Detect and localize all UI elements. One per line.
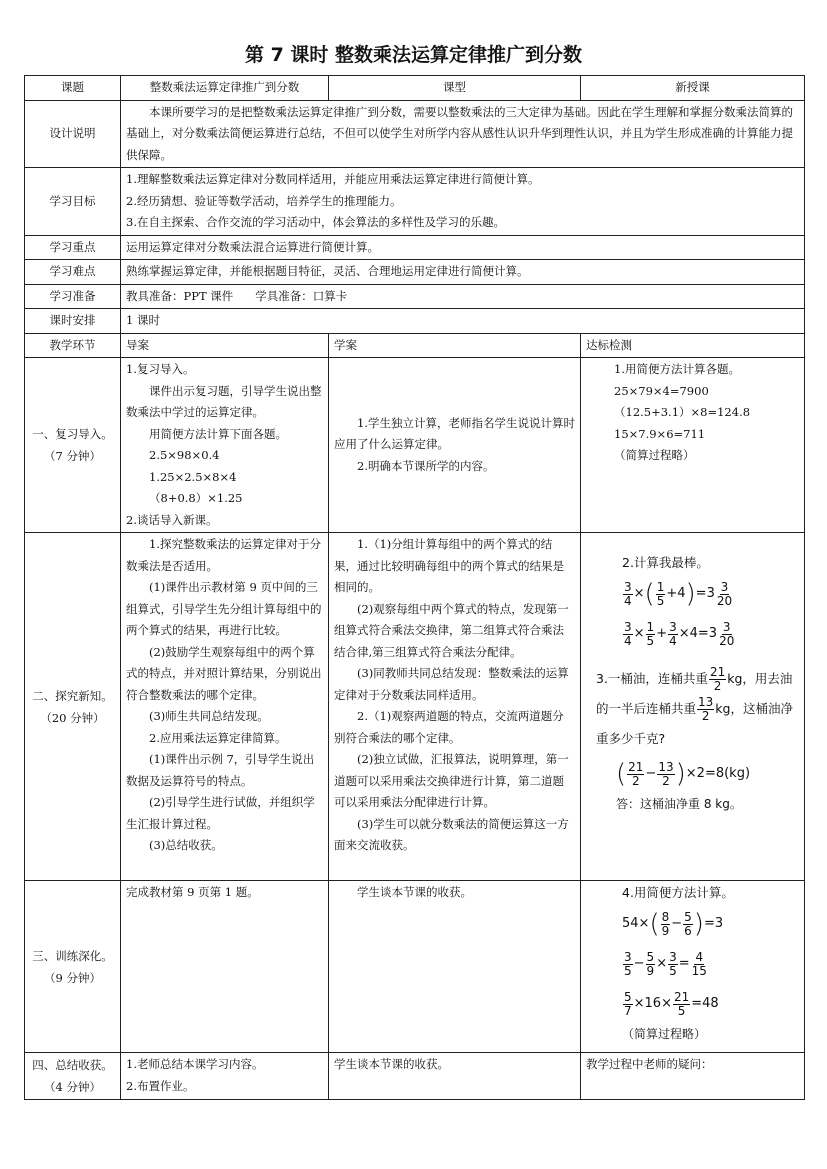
- goals-label: 学习目标: [25, 168, 121, 236]
- study-line: 2.明确本节课所学的内容。: [357, 458, 495, 473]
- goals-row: [25, 168, 805, 236]
- fraction: $\frac{3}{20}$: [719, 619, 735, 648]
- lesson-plan-table: [24, 75, 805, 1100]
- fraction: $\frac{3}{4}$: [669, 619, 677, 648]
- col-stage: 教学环节: [25, 333, 121, 358]
- guide-line: 1.复习导入。: [126, 362, 195, 376]
- fraction: $\frac{3}{4}$: [624, 619, 632, 648]
- section-3-row: [25, 881, 805, 1053]
- prep-row: [25, 284, 805, 309]
- guide-line: 1.老师总结本课学习内容。: [126, 1057, 264, 1071]
- guide-line: (3)师生共同总结发现。: [149, 709, 269, 723]
- fraction: $\frac{3}{4}$: [624, 579, 632, 608]
- section-3-guide: 完成教材第 9 页第 1 题。: [121, 881, 329, 1053]
- fraction: $\frac{5}{9}$: [646, 949, 655, 978]
- fraction: $\frac{21}{2}$: [628, 759, 644, 788]
- schedule-row: [25, 309, 805, 334]
- q3-text: kg，这桶油净重多少千克?: [596, 701, 793, 746]
- section-1-check: [581, 358, 805, 533]
- check-line: （简算过程略）: [614, 448, 695, 462]
- q3-answer: 答：这桶油净重 8 kg。: [616, 797, 742, 811]
- col-study: 学案: [329, 333, 581, 358]
- study-line: 1.学生独立计算，老师指名学生说说计算时应用了什么运算定律。: [334, 415, 575, 452]
- guide-line: 2.5×98×0.4: [149, 448, 220, 462]
- section-4-study: 学生谈本节课的收获。: [329, 1053, 581, 1100]
- stage-title: 四、总结收获。: [32, 1058, 113, 1072]
- q4-note: （简算过程略）: [622, 1027, 707, 1041]
- design-text: 本课所要学习的是把整数乘法运算定律推广到分数，需要以整数乘法的三大定律为基础。因此在学生理解和掌握分数乘法简算的基础上，对分数乘法简便运算进行总结，不但可以使学生对所学内容从感性认识升华到理性认识，并且为学生形成准确的计算能力提供保障。: [121, 100, 805, 168]
- check-line: 15×7.9×6=711: [614, 426, 706, 441]
- q2-equation-1: $\frac{3}{4}$ × ( $\frac{1}{5}$ +4 ) =3 $\frac{3}{20}$: [624, 579, 733, 609]
- question-3: [586, 664, 799, 754]
- section-1-guide: [121, 358, 329, 533]
- section-4-stage: [25, 1053, 121, 1100]
- goal-item: 2.经历猜想、验证等数学活动，培养学生的推理能力。: [126, 193, 402, 208]
- type-label: 课型: [329, 76, 581, 101]
- question-2-title: 2.计算我最棒。: [622, 555, 709, 570]
- stage-title: 一、复习导入。: [32, 427, 113, 441]
- key-text: 运用运算定律对分数乘法混合运算进行简便计算。: [121, 235, 805, 260]
- guide-line: (1)课件出示例 7，引导学生说出数据及运算符号的特点。: [126, 752, 315, 788]
- type-value: 新授课: [581, 76, 805, 101]
- difficulty-text: 熟练掌握运算定律，并能根据题目特征，灵活、合理地运用定律进行简便计算。: [121, 260, 805, 285]
- goal-item: 1.理解整数乘法运算定律对分数同样适用，并能应用乘法运算定律进行简便计算。: [126, 172, 540, 186]
- column-header-row: [25, 333, 805, 358]
- page-title: 第 7 课时 整数乘法运算定律推广到分数: [244, 44, 583, 66]
- goal-item: 3.在自主探索、合作交流的学习活动中，体会算法的多样性及学习的乐趣。: [126, 215, 505, 229]
- q3-text: 3.一桶油，连桶共重: [596, 671, 708, 686]
- guide-line: 1.探究整数乘法的运算定律对于分数乘法是否适用。: [126, 537, 321, 573]
- fraction: $\frac{13}{2}$: [658, 759, 674, 788]
- study-line: 1.（1)分组计算每组中的两个算式的结果，通过比较明确每组中的两个算式的结果是相同的。: [334, 537, 564, 594]
- stage-time: （20 分钟）: [40, 710, 105, 725]
- study-line: (3)学生可以就分数乘法的简便运算这一方面来交流收获。: [334, 816, 569, 852]
- key-label: 学习重点: [25, 235, 121, 260]
- fraction: $\frac{1}{5}$: [656, 579, 665, 608]
- section-4-check: 教学过程中老师的疑问：: [581, 1053, 805, 1100]
- fraction: $\frac{3}{5}$: [624, 949, 632, 978]
- q2-equation-2: $\frac{3}{4}$ × $\frac{1}{5}$ + $\frac{3}{4}$ ×4=3 $\frac{3}{20}$: [624, 619, 735, 648]
- section-2-study: [329, 533, 581, 881]
- section-3-stage: [25, 881, 121, 1053]
- stage-time: （7 分钟）: [44, 449, 101, 463]
- section-2-check: [581, 533, 805, 881]
- fraction: $\frac{5}{6}$: [684, 909, 692, 938]
- prep-text: 教具准备：PPT 课件 学具准备：口算卡: [121, 284, 805, 309]
- check-line: 25×79×4=7900: [614, 383, 709, 398]
- q3-text: kg，用去油的一半后连桶共重: [596, 671, 793, 716]
- section-2-guide: [121, 533, 329, 881]
- fraction: $\frac{5}{7}$: [624, 989, 632, 1018]
- design-row: [25, 100, 805, 168]
- guide-line: 1.25×2.5×8×4: [149, 469, 237, 484]
- col-guide: 导案: [121, 333, 329, 358]
- schedule-text: 1 课时: [121, 309, 805, 334]
- fraction: $\frac{3}{5}$: [669, 949, 677, 978]
- difficulty-label: 学习难点: [25, 260, 121, 285]
- guide-line: (2)鼓励学生观察每组中的两个算式的特点，并对照计算结果，分别说出符合整数乘法的哪个定律。: [126, 644, 322, 702]
- design-label: 设计说明: [25, 100, 121, 168]
- fraction: $\frac{21}{5}$: [673, 989, 690, 1018]
- q3-equation: ( $\frac{21}{2}$ − $\frac{13}{2}$ ) ×2=8(kg): [616, 759, 751, 789]
- study-line: 2.（1)观察两道题的特点，交流两道题分别符合乘法的哪个定律。: [334, 709, 564, 745]
- section-3-check: [581, 881, 805, 1053]
- guide-line: 用简便方法计算下面各题。: [149, 426, 287, 441]
- guide-line: 2.谈话导入新课。: [126, 512, 218, 527]
- fraction: $\frac{3}{20}$: [716, 579, 733, 608]
- guide-line: (1)课件出示教材第 9 页中间的三组算式，引导学生先分组计算每组中的两个算式的结果，再进行比较。: [126, 580, 322, 637]
- stage-title: 三、训练深化。: [32, 948, 113, 963]
- check-line: 1.用简便方法计算各题。: [614, 362, 740, 376]
- goals-list: [121, 168, 805, 236]
- guide-line: 2.布置作业。: [126, 1078, 195, 1093]
- section-4-guide: [121, 1053, 329, 1100]
- topic-label: 课题: [25, 76, 121, 101]
- stage-title: 二、探究新知。: [32, 688, 113, 703]
- stage-time: （9 分钟）: [44, 970, 101, 985]
- section-1-stage: [25, 358, 121, 533]
- fraction: $\frac{1}{5}$: [646, 619, 655, 648]
- fraction: $\frac{21}{2}$: [709, 665, 726, 693]
- study-line: (2)独立试做，汇报算法，说明算理，第一道题可以采用乘法交换律进行计算，第二道题可以采用乘法分配律进行计算。: [334, 752, 569, 809]
- check-line: （12.5+3.1）×8=124.8: [614, 405, 751, 419]
- q4-equation-3: $\frac{5}{7}$ ×16× $\frac{21}{5}$ =48: [624, 989, 719, 1018]
- fraction: $\frac{13}{2}$: [698, 695, 714, 723]
- schedule-label: 课时安排: [25, 309, 121, 334]
- study-line: (3)同教师共同总结发现：整数乘法的运算定律对于分数乘法同样适用。: [334, 666, 569, 702]
- section-2-stage: [25, 533, 121, 881]
- difficulty-row: [25, 260, 805, 285]
- section-1-row: [25, 358, 805, 533]
- fraction: $\frac{8}{9}$: [661, 909, 670, 938]
- guide-line: 2.应用乘法运算定律简算。: [149, 730, 287, 745]
- guide-line: (3)总结收获。: [149, 838, 223, 852]
- topic-value: 整数乘法运算定律推广到分数: [121, 76, 329, 101]
- stage-time: （4 分钟）: [44, 1080, 101, 1094]
- col-check: 达标检测: [581, 333, 805, 358]
- question-4-title: 4.用简便方法计算。: [622, 885, 734, 900]
- section-3-study: 学生谈本节课的收获。: [329, 881, 581, 1053]
- q4-equation-2: $\frac{3}{5}$ − $\frac{5}{9}$ × $\frac{3}{5}$ = $\frac{4}{15}$: [624, 949, 707, 978]
- section-1-study: [329, 358, 581, 533]
- section-2-row: [25, 533, 805, 881]
- guide-line: (2)引导学生进行试做，并组织学生汇报计算过程。: [126, 795, 315, 831]
- q4-equation-1: 54× ( $\frac{8}{9}$ − $\frac{5}{6}$ ) =3: [622, 909, 724, 939]
- prep-label: 学习准备: [25, 284, 121, 309]
- section-4-row: [25, 1053, 805, 1100]
- guide-line: （8+0.8）×1.25: [149, 491, 243, 505]
- study-line: (2)观察每组中两个算式的特点，发现第一组算式符合乘法交换律，第二组算式符合乘法结合律,第三组算式符合乘法分配律。: [334, 601, 569, 659]
- fraction: $\frac{4}{15}$: [691, 949, 707, 978]
- key-row: [25, 235, 805, 260]
- guide-line: 课件出示复习题，引导学生说出整数乘法中学过的运算定律。: [126, 383, 322, 419]
- header-row: [25, 76, 805, 101]
